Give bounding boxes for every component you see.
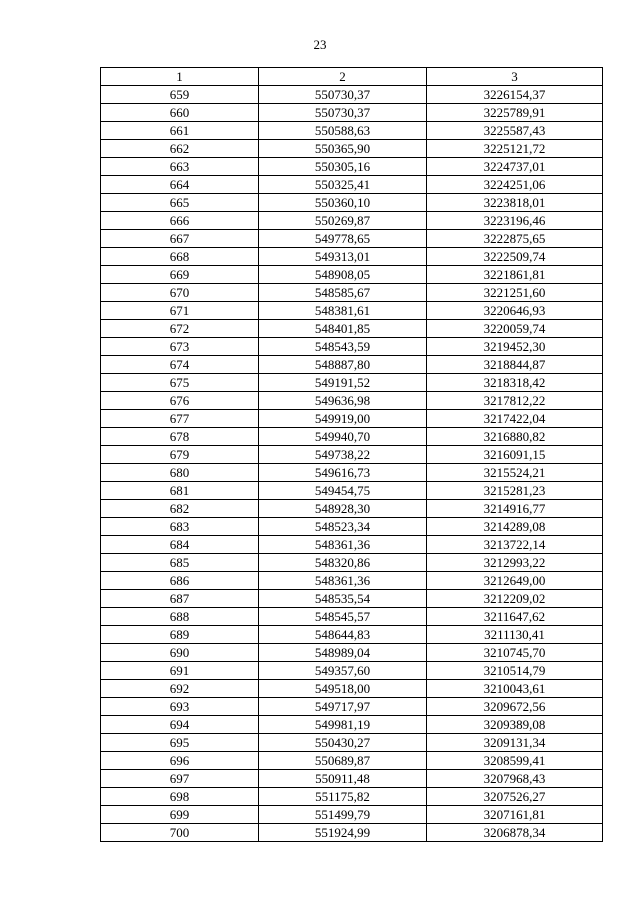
y-coordinate-cell: 3218844,87 [427, 356, 603, 374]
point-number-cell: 688 [101, 608, 259, 626]
y-coordinate-cell: 3222875,65 [427, 230, 603, 248]
table-row [101, 284, 603, 302]
y-coordinate-cell: 3221861,81 [427, 266, 603, 284]
point-number-cell: 668 [101, 248, 259, 266]
point-number-cell: 667 [101, 230, 259, 248]
y-coordinate-cell: 3225587,43 [427, 122, 603, 140]
x-coordinate-cell: 549981,19 [259, 716, 427, 734]
table-row [101, 428, 603, 446]
table-row [101, 500, 603, 518]
table-row [101, 356, 603, 374]
point-number-cell: 673 [101, 338, 259, 356]
y-coordinate-cell: 3206878,34 [427, 824, 603, 842]
table-row [101, 716, 603, 734]
x-coordinate-cell: 548320,86 [259, 554, 427, 572]
y-coordinate-cell: 3211647,62 [427, 608, 603, 626]
table-row [101, 536, 603, 554]
x-coordinate-cell: 549919,00 [259, 410, 427, 428]
point-number-cell: 663 [101, 158, 259, 176]
y-coordinate-cell: 3210514,79 [427, 662, 603, 680]
y-coordinate-cell: 3213722,14 [427, 536, 603, 554]
table-row [101, 266, 603, 284]
y-coordinate-cell: 3222509,74 [427, 248, 603, 266]
point-number-cell: 687 [101, 590, 259, 608]
table-row [101, 482, 603, 500]
y-coordinate-cell: 3224737,01 [427, 158, 603, 176]
point-number-cell: 677 [101, 410, 259, 428]
x-coordinate-cell: 548381,61 [259, 302, 427, 320]
y-coordinate-cell: 3216091,15 [427, 446, 603, 464]
x-coordinate-cell: 550269,87 [259, 212, 427, 230]
point-number-cell: 700 [101, 824, 259, 842]
point-number-cell: 681 [101, 482, 259, 500]
x-coordinate-cell: 548989,04 [259, 644, 427, 662]
x-coordinate-cell: 549454,75 [259, 482, 427, 500]
y-coordinate-cell: 3216880,82 [427, 428, 603, 446]
x-coordinate-cell: 550730,37 [259, 104, 427, 122]
x-coordinate-cell: 551175,82 [259, 788, 427, 806]
point-number-cell: 662 [101, 140, 259, 158]
point-number-cell: 691 [101, 662, 259, 680]
x-coordinate-cell: 550730,37 [259, 86, 427, 104]
x-coordinate-cell: 548543,59 [259, 338, 427, 356]
point-number-cell: 664 [101, 176, 259, 194]
table-row [101, 392, 603, 410]
x-coordinate-cell: 549518,00 [259, 680, 427, 698]
header-cell-3: 3 [427, 68, 603, 86]
point-number-cell: 680 [101, 464, 259, 482]
table-row [101, 212, 603, 230]
point-number-cell: 678 [101, 428, 259, 446]
y-coordinate-cell: 3209131,34 [427, 734, 603, 752]
y-coordinate-cell: 3210745,70 [427, 644, 603, 662]
y-coordinate-cell: 3225121,72 [427, 140, 603, 158]
table-row [101, 554, 603, 572]
point-number-cell: 693 [101, 698, 259, 716]
x-coordinate-cell: 550588,63 [259, 122, 427, 140]
x-coordinate-cell: 548585,67 [259, 284, 427, 302]
table-row [101, 374, 603, 392]
y-coordinate-cell: 3210043,61 [427, 680, 603, 698]
y-coordinate-cell: 3209672,56 [427, 698, 603, 716]
y-coordinate-cell: 3211130,41 [427, 626, 603, 644]
x-coordinate-cell: 551924,99 [259, 824, 427, 842]
y-coordinate-cell: 3224251,06 [427, 176, 603, 194]
x-coordinate-cell: 548887,80 [259, 356, 427, 374]
header-row [101, 68, 603, 86]
point-number-cell: 670 [101, 284, 259, 302]
x-coordinate-cell: 550911,48 [259, 770, 427, 788]
y-coordinate-cell: 3221251,60 [427, 284, 603, 302]
point-number-cell: 699 [101, 806, 259, 824]
table-row [101, 788, 603, 806]
table-row [101, 104, 603, 122]
point-number-cell: 685 [101, 554, 259, 572]
x-coordinate-cell: 548535,54 [259, 590, 427, 608]
x-coordinate-cell: 548401,85 [259, 320, 427, 338]
x-coordinate-cell: 548361,36 [259, 572, 427, 590]
x-coordinate-cell: 549717,97 [259, 698, 427, 716]
point-number-cell: 679 [101, 446, 259, 464]
point-number-cell: 689 [101, 626, 259, 644]
y-coordinate-cell: 3214289,08 [427, 518, 603, 536]
point-number-cell: 672 [101, 320, 259, 338]
x-coordinate-cell: 549616,73 [259, 464, 427, 482]
x-coordinate-cell: 549313,01 [259, 248, 427, 266]
y-coordinate-cell: 3214916,77 [427, 500, 603, 518]
x-coordinate-cell: 550305,16 [259, 158, 427, 176]
point-number-cell: 686 [101, 572, 259, 590]
x-coordinate-cell: 549357,60 [259, 662, 427, 680]
table-row [101, 698, 603, 716]
coordinates-table [100, 67, 603, 842]
table-row [101, 806, 603, 824]
table-row [101, 572, 603, 590]
point-number-cell: 690 [101, 644, 259, 662]
table-row [101, 464, 603, 482]
y-coordinate-cell: 3218318,42 [427, 374, 603, 392]
page-number: 23 [313, 37, 327, 52]
x-coordinate-cell: 548928,30 [259, 500, 427, 518]
table-row [101, 446, 603, 464]
point-number-cell: 671 [101, 302, 259, 320]
y-coordinate-cell: 3212209,02 [427, 590, 603, 608]
x-coordinate-cell: 550689,87 [259, 752, 427, 770]
table-row [101, 626, 603, 644]
point-number-cell: 660 [101, 104, 259, 122]
y-coordinate-cell: 3215281,23 [427, 482, 603, 500]
point-number-cell: 661 [101, 122, 259, 140]
x-coordinate-cell: 549778,65 [259, 230, 427, 248]
table-row [101, 608, 603, 626]
x-coordinate-cell: 549738,22 [259, 446, 427, 464]
x-coordinate-cell: 550325,41 [259, 176, 427, 194]
y-coordinate-cell: 3212649,00 [427, 572, 603, 590]
y-coordinate-cell: 3220646,93 [427, 302, 603, 320]
point-number-cell: 698 [101, 788, 259, 806]
y-coordinate-cell: 3225789,91 [427, 104, 603, 122]
point-number-cell: 692 [101, 680, 259, 698]
point-number-cell: 683 [101, 518, 259, 536]
x-coordinate-cell: 550430,27 [259, 734, 427, 752]
point-number-cell: 666 [101, 212, 259, 230]
point-number-cell: 682 [101, 500, 259, 518]
table-row [101, 140, 603, 158]
point-number-cell: 696 [101, 752, 259, 770]
point-number-cell: 675 [101, 374, 259, 392]
table-row [101, 518, 603, 536]
table-row [101, 590, 603, 608]
table-row [101, 122, 603, 140]
point-number-cell: 665 [101, 194, 259, 212]
point-number-cell: 674 [101, 356, 259, 374]
x-coordinate-cell: 548908,05 [259, 266, 427, 284]
point-number-cell: 695 [101, 734, 259, 752]
table-row [101, 176, 603, 194]
table-row [101, 248, 603, 266]
y-coordinate-cell: 3215524,21 [427, 464, 603, 482]
point-number-cell: 659 [101, 86, 259, 104]
table-row [101, 752, 603, 770]
x-coordinate-cell: 550360,10 [259, 194, 427, 212]
y-coordinate-cell: 3226154,37 [427, 86, 603, 104]
table-row [101, 230, 603, 248]
y-coordinate-cell: 3209389,08 [427, 716, 603, 734]
table-row [101, 320, 603, 338]
table-row [101, 644, 603, 662]
header-cell-1: 1 [101, 68, 259, 86]
table-row [101, 194, 603, 212]
y-coordinate-cell: 3207161,81 [427, 806, 603, 824]
table-row [101, 338, 603, 356]
x-coordinate-cell: 549940,70 [259, 428, 427, 446]
table-row [101, 662, 603, 680]
table-row [101, 410, 603, 428]
header-cell-2: 2 [259, 68, 427, 86]
table-row [101, 158, 603, 176]
y-coordinate-cell: 3219452,30 [427, 338, 603, 356]
point-number-cell: 694 [101, 716, 259, 734]
table-row [101, 680, 603, 698]
y-coordinate-cell: 3220059,74 [427, 320, 603, 338]
x-coordinate-cell: 548361,36 [259, 536, 427, 554]
point-number-cell: 669 [101, 266, 259, 284]
point-number-cell: 684 [101, 536, 259, 554]
x-coordinate-cell: 548523,34 [259, 518, 427, 536]
point-number-cell: 697 [101, 770, 259, 788]
x-coordinate-cell: 549191,52 [259, 374, 427, 392]
x-coordinate-cell: 548545,57 [259, 608, 427, 626]
point-number-cell: 676 [101, 392, 259, 410]
y-coordinate-cell: 3212993,22 [427, 554, 603, 572]
y-coordinate-cell: 3207968,43 [427, 770, 603, 788]
x-coordinate-cell: 548644,83 [259, 626, 427, 644]
table-row [101, 734, 603, 752]
table-row [101, 86, 603, 104]
table-body [101, 86, 603, 842]
y-coordinate-cell: 3223196,46 [427, 212, 603, 230]
x-coordinate-cell: 551499,79 [259, 806, 427, 824]
y-coordinate-cell: 3207526,27 [427, 788, 603, 806]
x-coordinate-cell: 550365,90 [259, 140, 427, 158]
y-coordinate-cell: 3217812,22 [427, 392, 603, 410]
y-coordinate-cell: 3223818,01 [427, 194, 603, 212]
table-row [101, 824, 603, 842]
table-row [101, 302, 603, 320]
x-coordinate-cell: 549636,98 [259, 392, 427, 410]
y-coordinate-cell: 3217422,04 [427, 410, 603, 428]
table-row [101, 770, 603, 788]
y-coordinate-cell: 3208599,41 [427, 752, 603, 770]
table-header [101, 68, 603, 86]
